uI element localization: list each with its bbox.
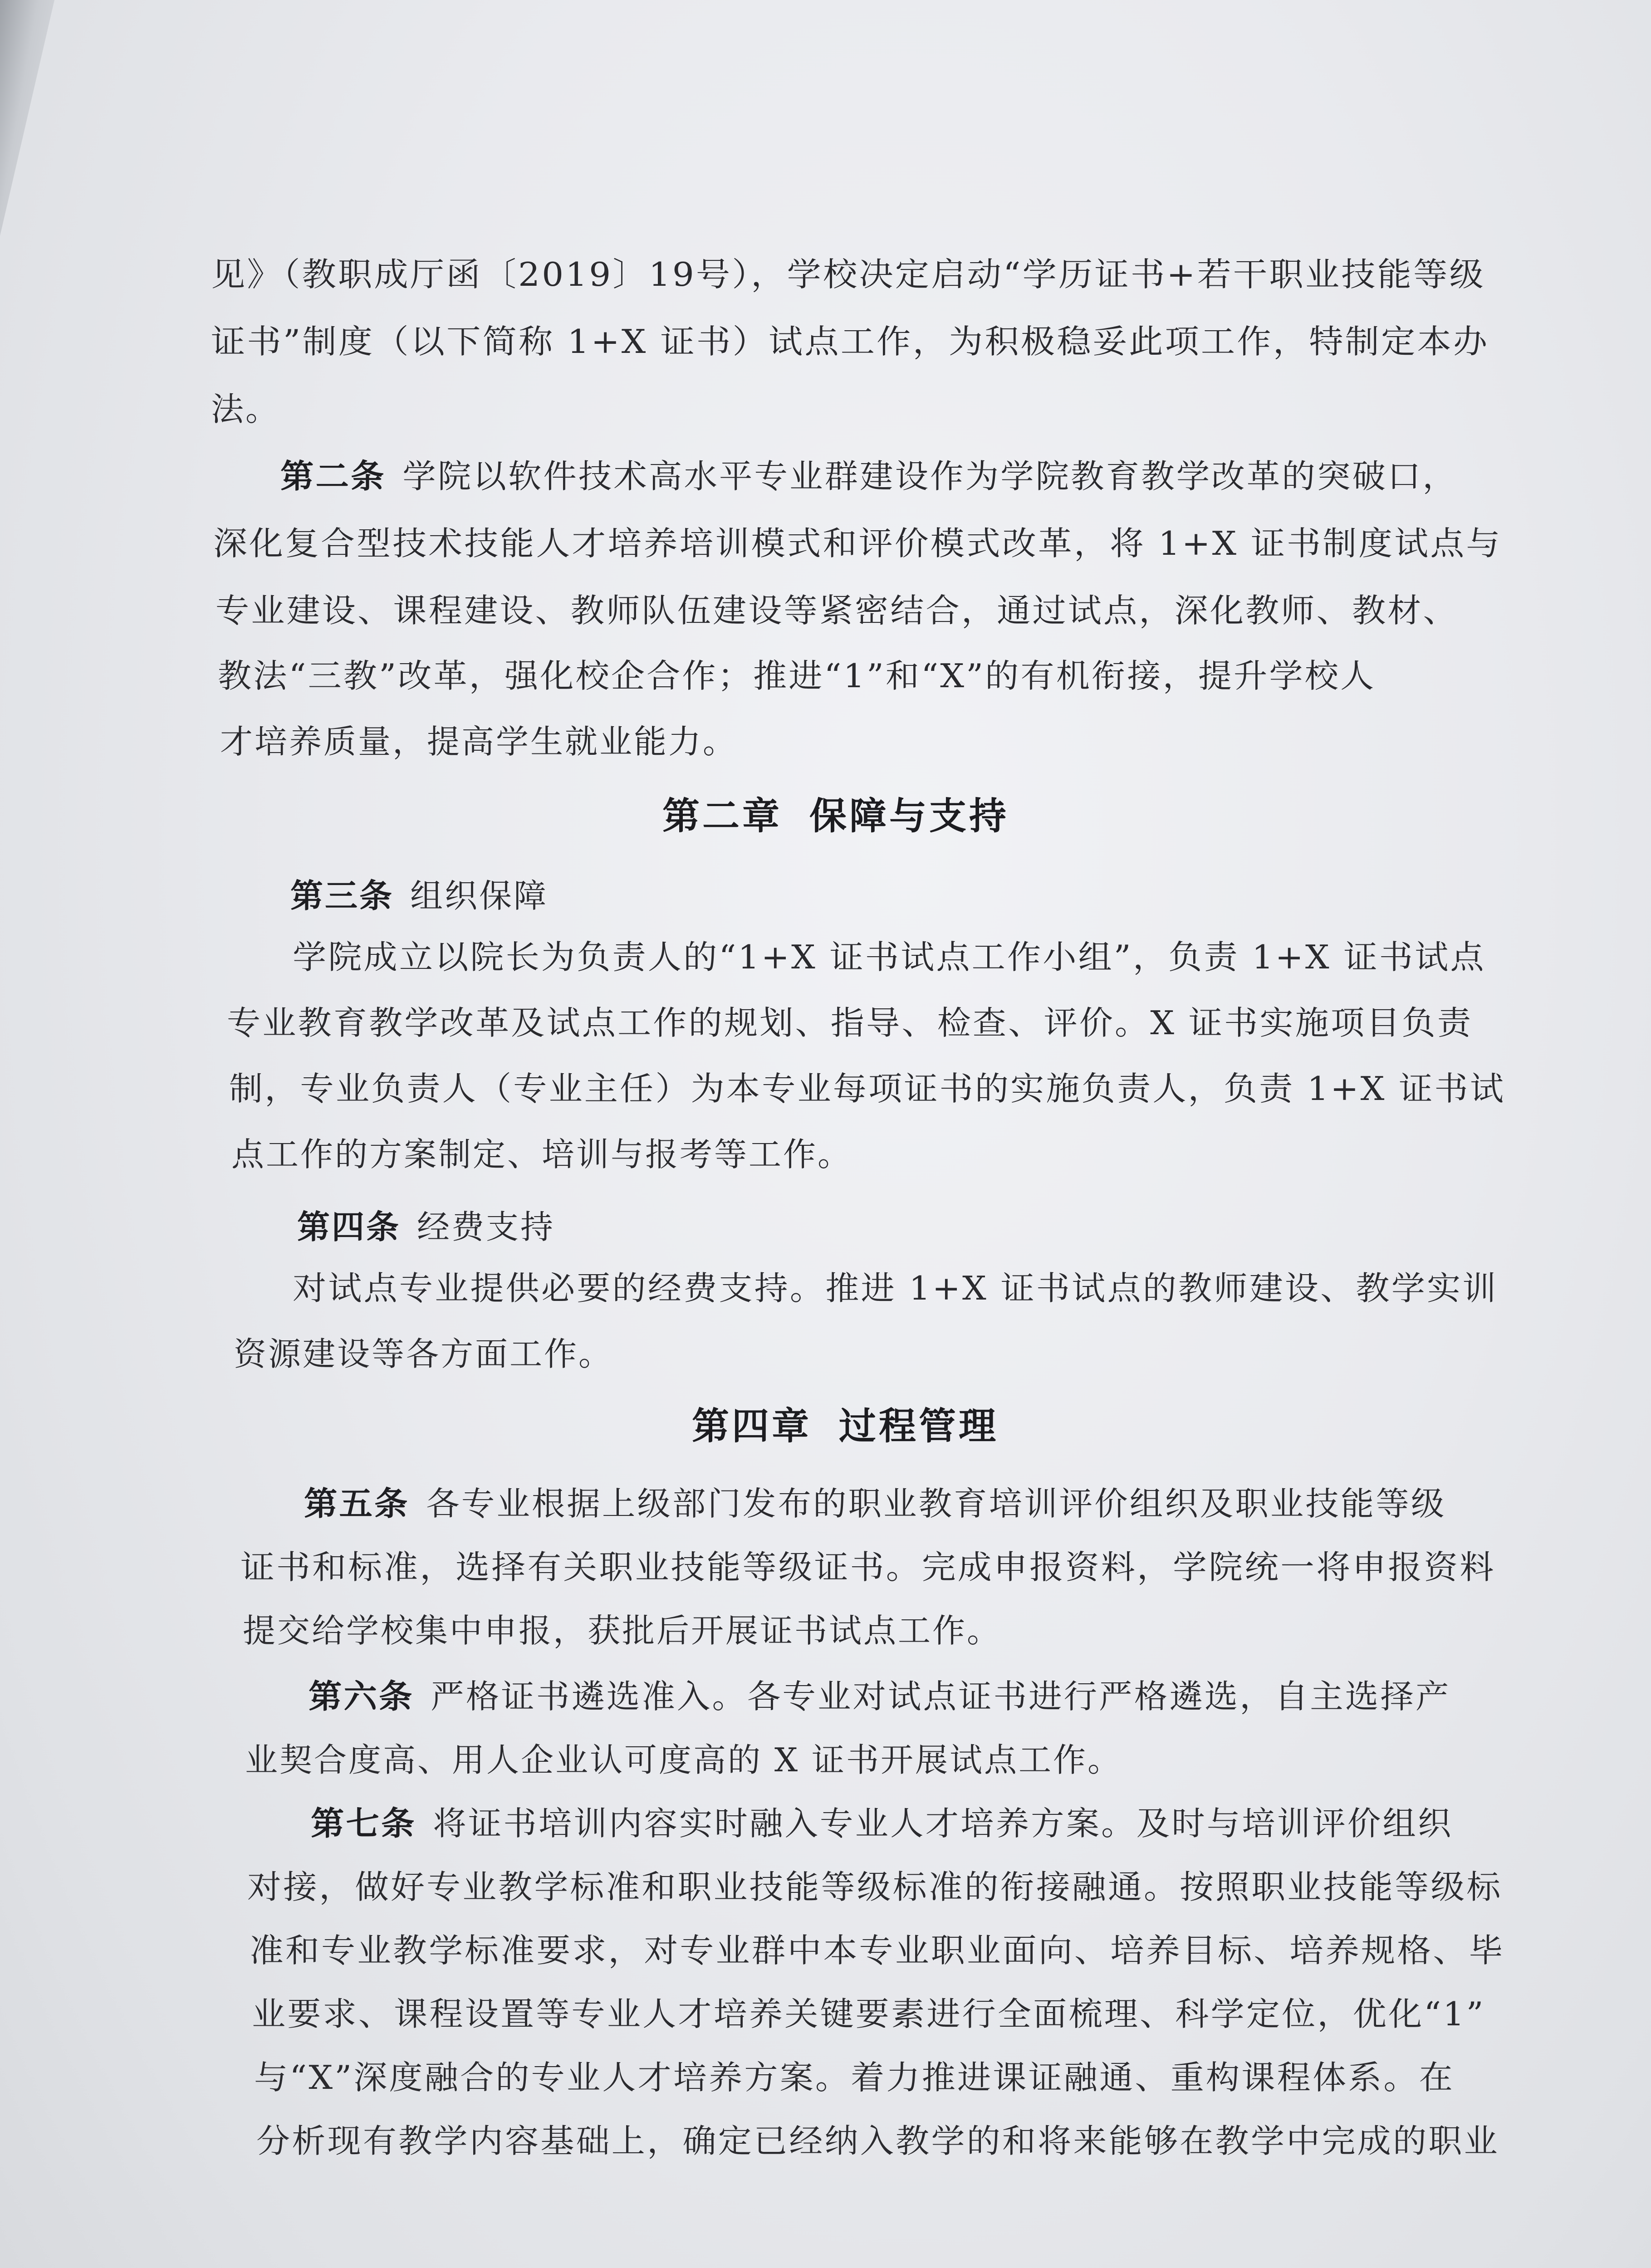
article-3-heading xyxy=(290,873,548,919)
chapter-2-title: 保障与支持 xyxy=(809,795,1009,838)
article-2-line-1: 学院以软件技术高水平专业群建设作为学院教育教学改革的突破口， xyxy=(402,457,1458,495)
article-7-line-5: 与“X”深度融合的专业人才培养方案。着力推进课证融通、重构课程体系。在 xyxy=(254,2058,1455,2097)
chapter-4-title: 过程管理 xyxy=(839,1405,999,1448)
article-2-line-5: 才培养质量，提高学生就业能力。 xyxy=(220,723,738,761)
chapter-4-heading xyxy=(692,1402,999,1452)
article-3-line-1: 学院成立以院长为负责人的“1+X 证书试点工作小组”，负责 1+X 证书试点 xyxy=(293,938,1486,976)
article-7-line-2: 对接，做好专业教学标准和职业技能等级标准的衔接融通。按照职业技能等级标 xyxy=(247,1868,1503,1906)
article-5-first-line xyxy=(304,1481,1446,1526)
article-4-title: 经费支持 xyxy=(417,1208,555,1246)
article-3-label: 第三条 xyxy=(290,877,394,915)
article-2-line-4: 教法“三教”改革，强化校企合作；推进“1”和“X”的有机衔接，提升学校人 xyxy=(218,657,1376,695)
article-5-line-3: 提交给学校集中申报，获批后开展证书试点工作。 xyxy=(243,1612,1002,1650)
article-5-line-1: 各专业根据上级部门发布的职业教育培训评价组织及职业技能等级 xyxy=(426,1485,1446,1523)
article-3-title: 组织保障 xyxy=(410,877,549,915)
article-7-line-6: 分析现有教学内容基础上，确定已经纳入教学的和将来能够在教学中完成的职业 xyxy=(256,2122,1499,2160)
article-2-line-2: 深化复合型技术技能人才培养培训模式和评价模式改革，将 1+X 证书制度试点与 xyxy=(213,524,1502,562)
chapter-4-number: 第四章 xyxy=(692,1405,812,1448)
article-6-line-2: 业契合度高、用人企业认可度高的 X 证书开展试点工作。 xyxy=(245,1741,1122,1779)
article-6-line-1: 严格证书遴选准入。各专业对试点证书进行严格遴选，自主选择产 xyxy=(431,1677,1451,1716)
chapter-2-heading xyxy=(662,792,1009,841)
article-7-line-4: 业要求、课程设置等专业人才培养关键要素进行全面梳理、科学定位，优化“1” xyxy=(252,1995,1485,2033)
chapter-2-number: 第二章 xyxy=(662,795,783,838)
article-3-line-3: 制，专业负责人（专业主任）为本专业每项证书的实施负责人，负责 1+X 证书试 xyxy=(229,1070,1506,1108)
article-4-line-2: 资源建设等各方面工作。 xyxy=(234,1335,613,1373)
article-7-line-3: 准和专业教学标准要求，对专业群中本专业职业面向、培养目标、培养规格、毕 xyxy=(250,1931,1505,1970)
article-6-first-line xyxy=(309,1674,1450,1719)
article-3-line-2: 专业教育教学改革及试点工作的规划、指导、检查、评价。X 证书实施项目负责 xyxy=(227,1004,1473,1042)
article-6-label: 第六条 xyxy=(309,1677,414,1716)
article-5-label: 第五条 xyxy=(304,1485,410,1523)
intro-line-2: 证书”制度（以下简称 1+X 证书）试点工作，为积极稳妥此项工作，特制定本办 xyxy=(211,323,1489,361)
article-7-first-line xyxy=(311,1801,1453,1846)
article-2-label: 第二条 xyxy=(280,457,386,495)
article-4-line-1: 对试点专业提供必要的经费支持。推进 1+X 证书试点的教师建设、教学实训 xyxy=(293,1269,1498,1307)
article-3-line-4: 点工作的方案制定、培训与报考等工作。 xyxy=(231,1135,852,1173)
article-4-heading xyxy=(297,1204,555,1250)
article-2-line-3: 专业建设、课程建设、教师队伍建设等紧密结合，通过试点，深化教师、教材、 xyxy=(216,591,1459,630)
intro-line-3: 法。 xyxy=(211,390,280,428)
article-7-line-1: 将证书培训内容实时融入专业人才培养方案。及时与培训评价组织 xyxy=(433,1804,1453,1843)
intro-line-1: 见》（教职成厅函〔2019〕19号），学校决定启动“学历证书+若干职业技能等级 xyxy=(211,255,1485,293)
article-5-line-2: 证书和标准，选择有关职业技能等级证书。完成申报资料，学院统一将申报资料 xyxy=(240,1548,1496,1586)
article-2-first-line xyxy=(280,454,1458,499)
article-4-label: 第四条 xyxy=(297,1208,401,1246)
article-7-label: 第七条 xyxy=(311,1804,416,1843)
